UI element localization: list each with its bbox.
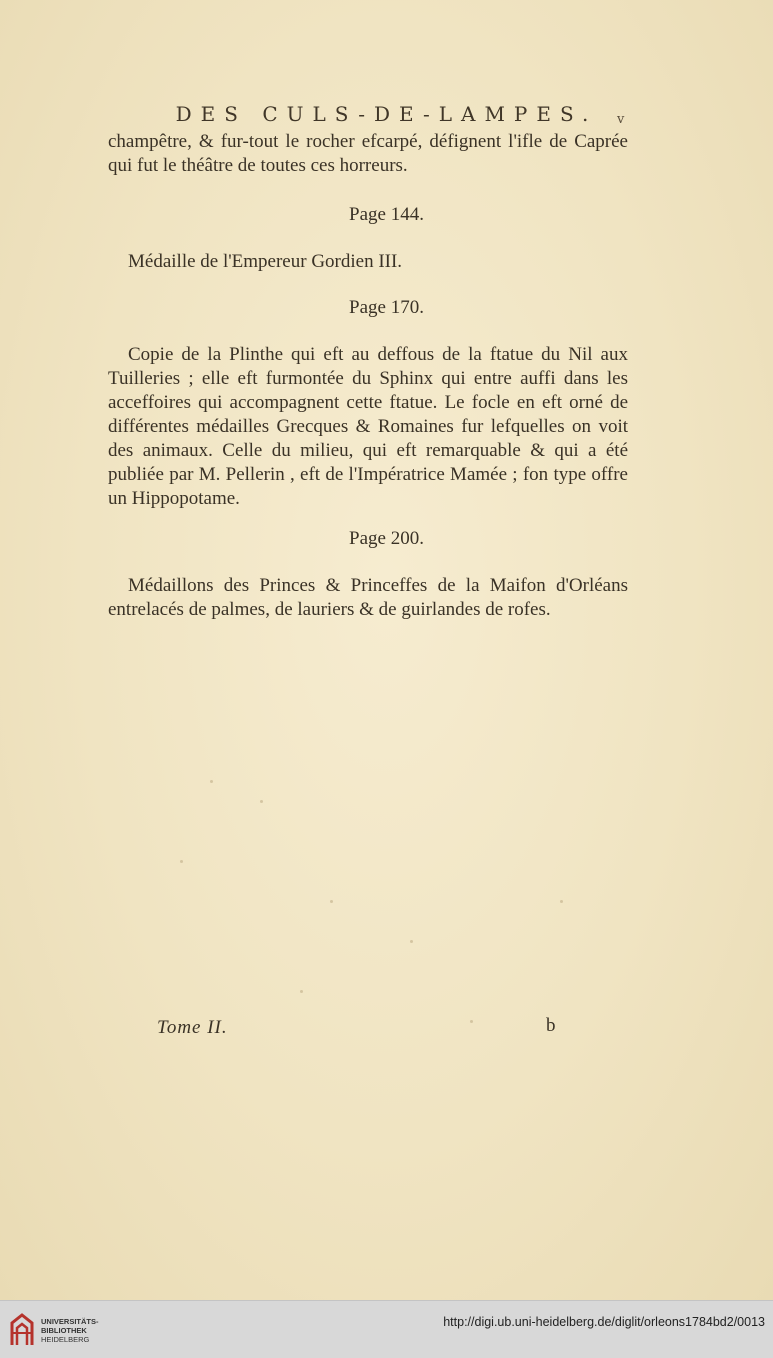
paper-speck: [410, 940, 413, 943]
digital-library-url-link[interactable]: http://digi.ub.uni-heidelberg.de/diglit/orleons1784bd2/0013: [443, 1315, 765, 1329]
paper-speck: [210, 780, 213, 783]
section-heading-1: Page 144.: [349, 204, 424, 225]
page-folio: v: [617, 112, 625, 127]
paper-speck: [260, 800, 263, 803]
section-heading-3: Page 200.: [349, 528, 424, 549]
library-name-line3: HEIDELBERG: [41, 1335, 90, 1344]
volume-signature: Tome II.: [157, 1017, 228, 1038]
paper-speck: [180, 860, 183, 863]
section-heading-2: Page 170.: [349, 297, 424, 318]
paper-speck: [560, 900, 563, 903]
gathering-signature: b: [546, 1015, 556, 1036]
library-name-line2: BIBLIOTHEK: [41, 1326, 87, 1335]
university-library-logo-icon: [9, 1313, 35, 1347]
running-head: DES CULS-DE-LAMPES.: [175, 102, 598, 126]
paper-speck: [300, 990, 303, 993]
paper-speck: [330, 900, 333, 903]
section-text-2: Copie de la Plinthe qui eft au deffous de la ftatue du Nil aux Tuilleries ; elle eft furmontée du Sphinx qui entre auffi dans les acceffoires qui accompagnent cette ftatue. Le focle en eft orné de différentes médailles Grecques & Romaines fur lefquelles on voit des animaux. Celle du milieu, qui eft remarquable & qui a été publiée par M. Pellerin , eft de l'Impératrice Mamée ; fon type offre un Hippopotame.: [108, 344, 628, 509]
paper-speck: [470, 1020, 473, 1023]
section-text-3: Médaillons des Princes & Princeffes de la Maifon d'Orléans entrelacés de palmes, de lauriers & de guirlandes de rofes.: [108, 575, 628, 620]
library-name-line1: UNIVERSITÄTS-: [41, 1317, 99, 1326]
library-name: [41, 1317, 99, 1344]
continuation-paragraph: champêtre, & fur-tout le rocher efcarpé, défignent l'ifle de Caprée qui fut le théâtre de toutes ces horreurs.: [108, 131, 628, 176]
library-footer: [0, 1300, 773, 1358]
section-text-1: Médaille de l'Empereur Gordien III.: [128, 251, 403, 272]
